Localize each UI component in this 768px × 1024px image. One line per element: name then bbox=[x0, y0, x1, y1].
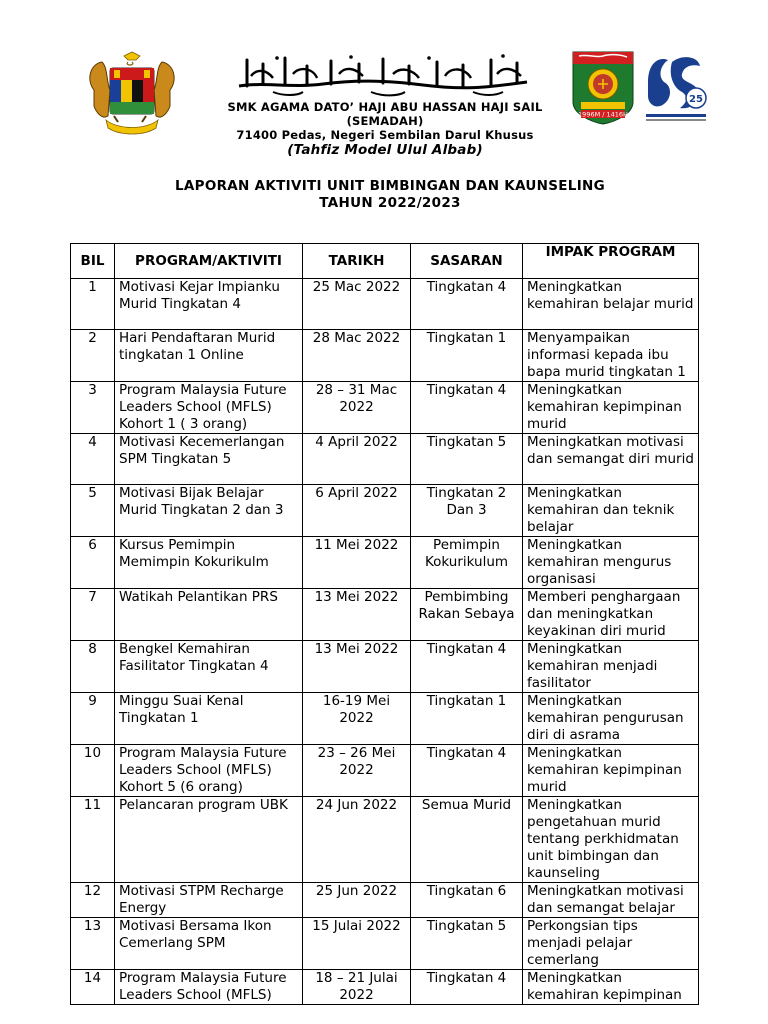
activity-report-table bbox=[70, 243, 699, 1005]
cell-program: Program Malaysia Future Leaders School (MFLS) Kohort 1 ( 3 orang) bbox=[115, 382, 303, 434]
cell-tarikh: 18 – 21 Julai 2022 bbox=[303, 970, 411, 1005]
table-row bbox=[71, 434, 699, 485]
report-title-line1: LAPORAN AKTIVITI UNIT BIMBINGAN DAN KAUNSELING bbox=[174, 178, 606, 194]
cell-program: Watikah Pelantikan PRS bbox=[115, 589, 303, 641]
cell-program: Kursus Pemimpin Memimpin Kokurikulm bbox=[115, 537, 303, 589]
table-row bbox=[71, 970, 699, 1005]
cell-program: Bengkel Kemahiran Fasilitator Tingkatan 4 bbox=[115, 641, 303, 693]
cell-tarikh: 25 Jun 2022 bbox=[303, 883, 411, 918]
cell-impak: Meningkatkan kemahiran belajar murid bbox=[523, 279, 699, 330]
table-row bbox=[71, 330, 699, 382]
table-row bbox=[71, 537, 699, 589]
cell-program: Hari Pendaftaran Murid tingkatan 1 Online bbox=[115, 330, 303, 382]
cell-tarikh: 28 – 31 Mac 2022 bbox=[303, 382, 411, 434]
cell-program: Pelancaran program UBK bbox=[115, 797, 303, 883]
table-row bbox=[71, 883, 699, 918]
school-info bbox=[190, 100, 580, 158]
cell-sasaran: Tingkatan 2 Dan 3 bbox=[411, 485, 523, 537]
table-row bbox=[71, 485, 699, 537]
cell-sasaran: Pemimpin Kokurikulum bbox=[411, 537, 523, 589]
header-sasaran: SASARAN bbox=[411, 244, 523, 279]
cell-impak: Meningkatkan pengetahuan murid tentang perkhidmatan unit bimbingan dan kaunseling bbox=[523, 797, 699, 883]
table-row bbox=[71, 382, 699, 434]
cell-tarikh: 6 April 2022 bbox=[303, 485, 411, 537]
cell-bil: 7 bbox=[71, 589, 115, 641]
cell-program: Motivasi Kecemerlangan SPM Tingkatan 5 bbox=[115, 434, 303, 485]
table-row bbox=[71, 797, 699, 883]
cell-tarikh: 23 – 26 Mei 2022 bbox=[303, 745, 411, 797]
cell-program: Program Malaysia Future Leaders School (MFLS) bbox=[115, 970, 303, 1005]
cell-impak: Meningkatkan kemahiran kepimpinan murid bbox=[523, 745, 699, 797]
cell-sasaran: Tingkatan 5 bbox=[411, 918, 523, 970]
cell-impak: Meningkatkan kemahiran mengurus organisasi bbox=[523, 537, 699, 589]
cell-tarikh: 11 Mei 2022 bbox=[303, 537, 411, 589]
cell-program: Program Malaysia Future Leaders School (MFLS) Kohort 5 (6 orang) bbox=[115, 745, 303, 797]
school-logo-year: 1996M / 1416H bbox=[578, 110, 628, 119]
cell-tarikh: 13 Mei 2022 bbox=[303, 589, 411, 641]
cell-bil: 1 bbox=[71, 279, 115, 330]
cell-impak: Meningkatkan motivasi dan semangat belajar bbox=[523, 883, 699, 918]
cell-impak: Meningkatkan kemahiran kepimpinan murid bbox=[523, 382, 699, 434]
cell-sasaran: Tingkatan 4 bbox=[411, 641, 523, 693]
letterhead bbox=[0, 0, 768, 170]
header-bil: BIL bbox=[71, 244, 115, 279]
school-motto: (Tahfiz Model Ulul Albab) bbox=[287, 142, 483, 158]
cell-impak: Meningkatkan kemahiran dan teknik belajar bbox=[523, 485, 699, 537]
cell-program: Motivasi STPM Recharge Energy bbox=[115, 883, 303, 918]
cell-tarikh: 28 Mac 2022 bbox=[303, 330, 411, 382]
cell-program: Motivasi Kejar Impianku Murid Tingkatan 4 bbox=[115, 279, 303, 330]
cell-sasaran: Tingkatan 4 bbox=[411, 745, 523, 797]
cell-sasaran: Semua Murid bbox=[411, 797, 523, 883]
cell-program: Motivasi Bersama Ikon Cemerlang SPM bbox=[115, 918, 303, 970]
report-title-line2: TAHUN 2022/2023 bbox=[319, 195, 461, 211]
cell-bil: 10 bbox=[71, 745, 115, 797]
cell-tarikh: 24 Jun 2022 bbox=[303, 797, 411, 883]
arabic-calligraphy-banner bbox=[233, 52, 533, 98]
cell-sasaran: Tingkatan 1 bbox=[411, 693, 523, 745]
cell-tarikh: 16-19 Mei 2022 bbox=[303, 693, 411, 745]
cell-impak: Meningkatkan motivasi dan semangat diri murid bbox=[523, 434, 699, 485]
school-name: SMK AGAMA DATO’ HAJI ABU HASSAN HAJI SAIL bbox=[227, 100, 543, 114]
cell-impak: Meningkatkan kemahiran menjadi fasilitator bbox=[523, 641, 699, 693]
cell-tarikh: 4 April 2022 bbox=[303, 434, 411, 485]
cell-tarikh: 15 Julai 2022 bbox=[303, 918, 411, 970]
cell-bil: 4 bbox=[71, 434, 115, 485]
cell-bil: 6 bbox=[71, 537, 115, 589]
school-address: 71400 Pedas, Negeri Sembilan Darul Khusus bbox=[236, 128, 534, 142]
header-program: PROGRAM/AKTIVITI bbox=[115, 244, 303, 279]
cell-program: Minggu Suai Kenal Tingkatan 1 bbox=[115, 693, 303, 745]
table-row bbox=[71, 279, 699, 330]
cell-sasaran: Tingkatan 4 bbox=[411, 970, 523, 1005]
table-row bbox=[71, 918, 699, 970]
cell-impak: Perkongsian tips menjadi pelajar cemerlang bbox=[523, 918, 699, 970]
table-row bbox=[71, 745, 699, 797]
table-header-row bbox=[71, 244, 699, 279]
cell-sasaran: Tingkatan 4 bbox=[411, 382, 523, 434]
malaysia-coat-of-arms-logo bbox=[84, 50, 180, 142]
table-row bbox=[71, 641, 699, 693]
cell-bil: 14 bbox=[71, 970, 115, 1005]
cell-impak: Memberi penghargaan dan meningkatkan keyakinan diri murid bbox=[523, 589, 699, 641]
cell-bil: 11 bbox=[71, 797, 115, 883]
table-row bbox=[71, 693, 699, 745]
cell-bil: 3 bbox=[71, 382, 115, 434]
cell-bil: 9 bbox=[71, 693, 115, 745]
cell-program: Motivasi Bijak Belajar Murid Tingkatan 2 dan 3 bbox=[115, 485, 303, 537]
cell-sasaran: Tingkatan 5 bbox=[411, 434, 523, 485]
header-impak: IMPAK PROGRAM bbox=[523, 244, 699, 279]
school-crest-logo bbox=[571, 50, 635, 126]
header-tarikh: TARIKH bbox=[303, 244, 411, 279]
award-logo-number: 25 bbox=[689, 94, 703, 105]
report-title bbox=[80, 178, 700, 212]
award-25-logo bbox=[642, 52, 710, 124]
cell-bil: 5 bbox=[71, 485, 115, 537]
cell-tarikh: 25 Mac 2022 bbox=[303, 279, 411, 330]
school-abbreviation: (SEMADAH) bbox=[346, 114, 424, 128]
cell-bil: 12 bbox=[71, 883, 115, 918]
table-row bbox=[71, 589, 699, 641]
cell-sasaran: Pembimbing Rakan Sebaya bbox=[411, 589, 523, 641]
cell-sasaran: Tingkatan 1 bbox=[411, 330, 523, 382]
cell-impak: Meningkatkan kemahiran kepimpinan bbox=[523, 970, 699, 1005]
cell-bil: 8 bbox=[71, 641, 115, 693]
cell-bil: 2 bbox=[71, 330, 115, 382]
cell-sasaran: Tingkatan 6 bbox=[411, 883, 523, 918]
cell-tarikh: 13 Mei 2022 bbox=[303, 641, 411, 693]
cell-bil: 13 bbox=[71, 918, 115, 970]
cell-sasaran: Tingkatan 4 bbox=[411, 279, 523, 330]
cell-impak: Meningkatkan kemahiran pengurusan diri di asrama bbox=[523, 693, 699, 745]
cell-impak: Menyampaikan informasi kepada ibu bapa murid tingkatan 1 bbox=[523, 330, 699, 382]
